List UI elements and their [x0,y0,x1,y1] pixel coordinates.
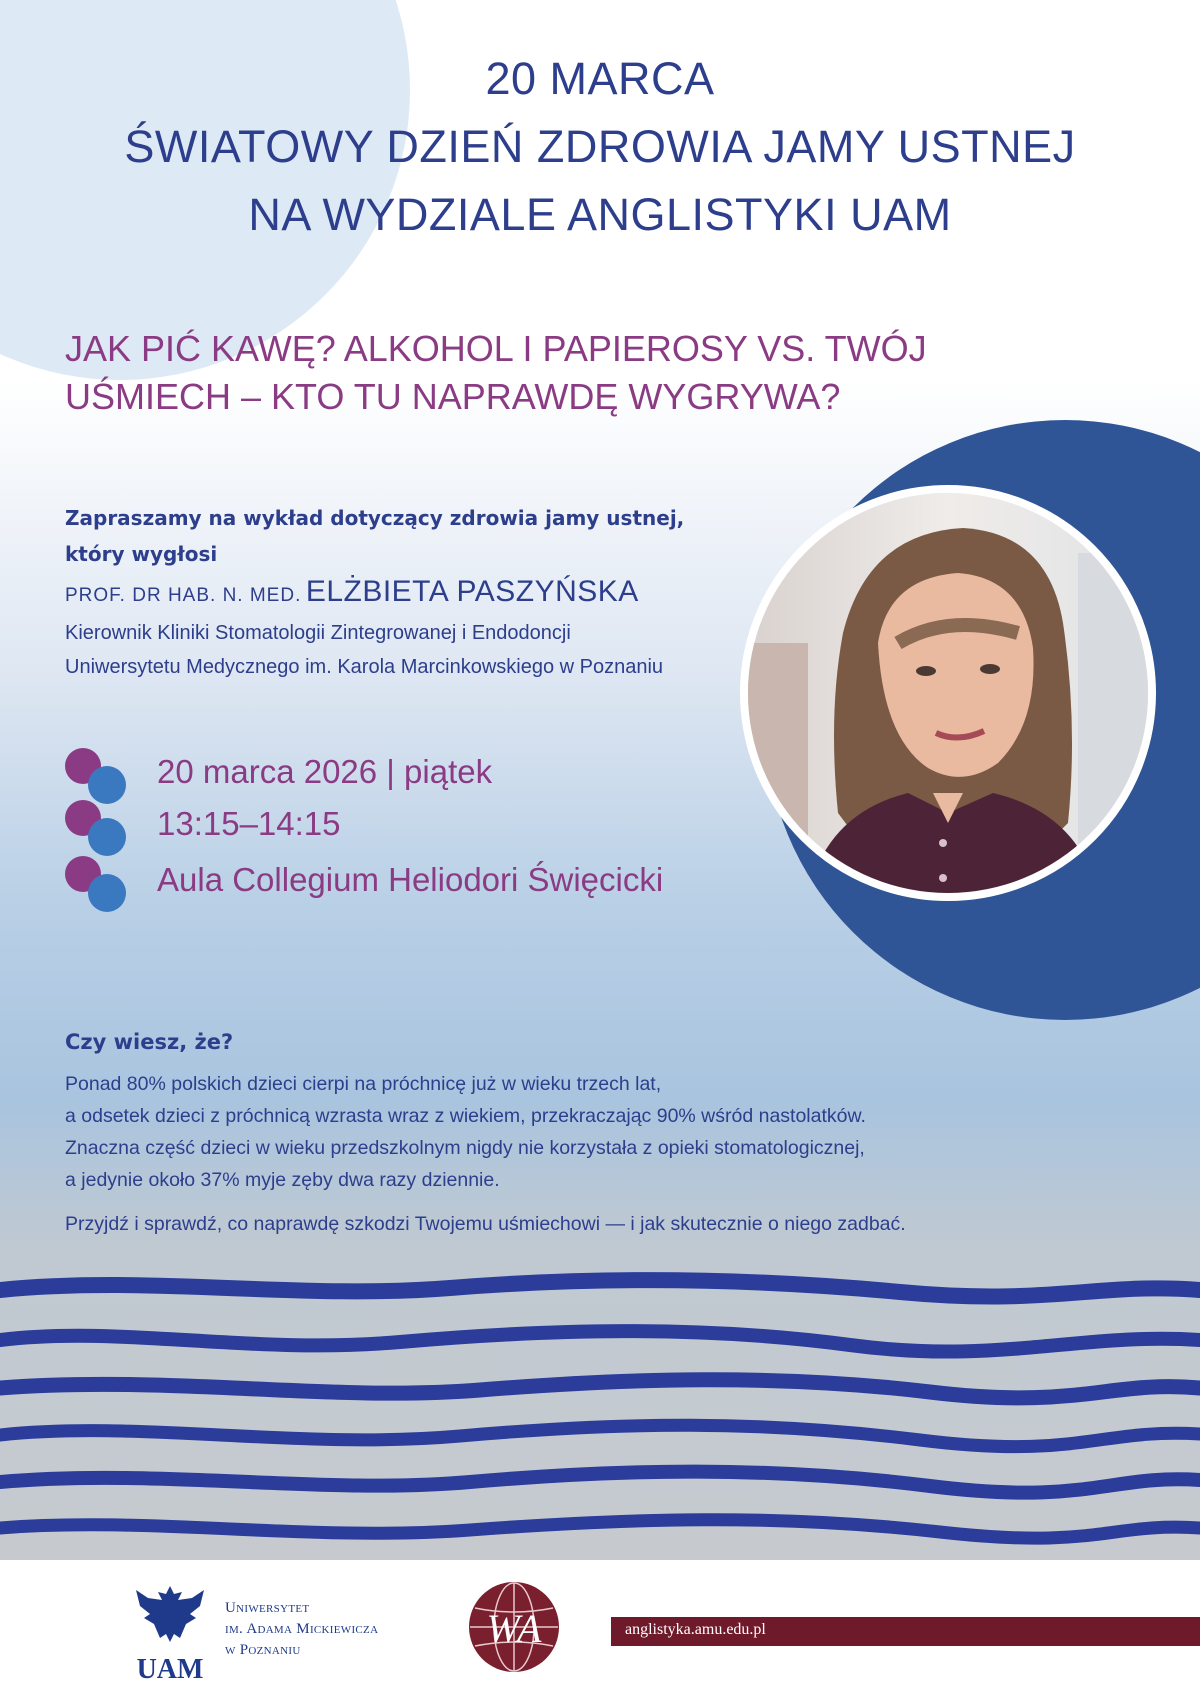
title-line-3: NA WYDZIALE ANGLISTYKI UAM [248,189,952,240]
invite-line-2: który wygłosi [65,542,218,566]
event-date: 20 marca 2026 | piątek [157,753,493,790]
speaker-name: ELŻBIETA PASZYŃSKA [305,575,639,608]
invite-text [65,500,765,572]
university-name [225,1598,378,1661]
facts-line: Ponad 80% polskich dzieci cierpi na próchnicę już w wieku trzech lat, [65,1073,662,1095]
facts-line: Znaczna część dzieci w wieku przedszkolnym nigdy nie korzystała z opieki stomatologicznej, [65,1137,865,1159]
facts-cta: Przyjdź i sprawdź, co naprawdę szkodzi Twojemu uśmiechowi — i jak skutecznie o niego zadbać. [65,1213,906,1235]
subtitle-line-1: JAK PIĆ KAWĘ? ALKOHOL I PAPIEROSY VS. TWÓJ [65,328,927,369]
decor-waves [0,1270,1200,1560]
facts-line: a odsetek dzieci z próchnicą wzrasta wraz z wiekiem, przekraczając 90% wśród nastolatków. [65,1105,866,1127]
title-line-1: 20 MARCA [485,53,715,104]
uam-logo-text: UAM [136,1654,204,1685]
speaker-affiliation [65,616,745,684]
subtitle-line-2: UŚMIECH – KTO TU NAPRAWDĘ WYGRYWA? [65,376,841,417]
university-line-1: Uniwersytet [225,1600,310,1616]
title-line-2: ŚWIATOWY DZIEŃ ZDROWIA JAMY USTNEJ [124,121,1076,172]
bullet-dots-icon [88,818,126,856]
affiliation-line-1: Kierownik Kliniki Stomatologii Zintegrowanej i Endodoncji [65,622,571,644]
university-line-2: im. Adama Mickiewicza [225,1621,379,1637]
speaker-degree: PROF. DR HAB. N. MED. [65,585,302,606]
bullet-dots-icon [88,766,126,804]
invite-line-1: Zapraszamy na wykład dotyczący zdrowia jamy ustnej, [65,506,685,530]
facts-line: a jedynie około 37% myje zęby dwa razy dziennie. [65,1169,500,1191]
footer [0,1560,1200,1696]
bullet-dots-icon [88,874,126,912]
photo-portrait [748,493,1148,893]
wa-logo-text: WA [486,1606,542,1651]
event-date-row [65,748,705,804]
facts-heading: Czy wiesz, że? [65,1030,234,1054]
event-time: 13:15–14:15 [157,805,341,842]
uam-eagle-icon [130,1580,210,1685]
speaker-line [65,575,745,609]
event-place-row [65,856,705,912]
speaker-photo [740,485,1156,901]
event-time-row [65,800,705,856]
university-line-3: w Poznaniu [225,1642,301,1658]
website-link[interactable]: anglistyka.amu.edu.pl [625,1621,766,1638]
website-bar [611,1617,1200,1646]
wa-globe-icon [467,1580,561,1674]
event-place: Aula Collegium Heliodori Święcicki [157,861,664,898]
facts-body [65,1068,1145,1240]
affiliation-line-2: Uniwersytetu Medycznego im. Karola Marcinkowskiego w Poznaniu [65,656,664,678]
